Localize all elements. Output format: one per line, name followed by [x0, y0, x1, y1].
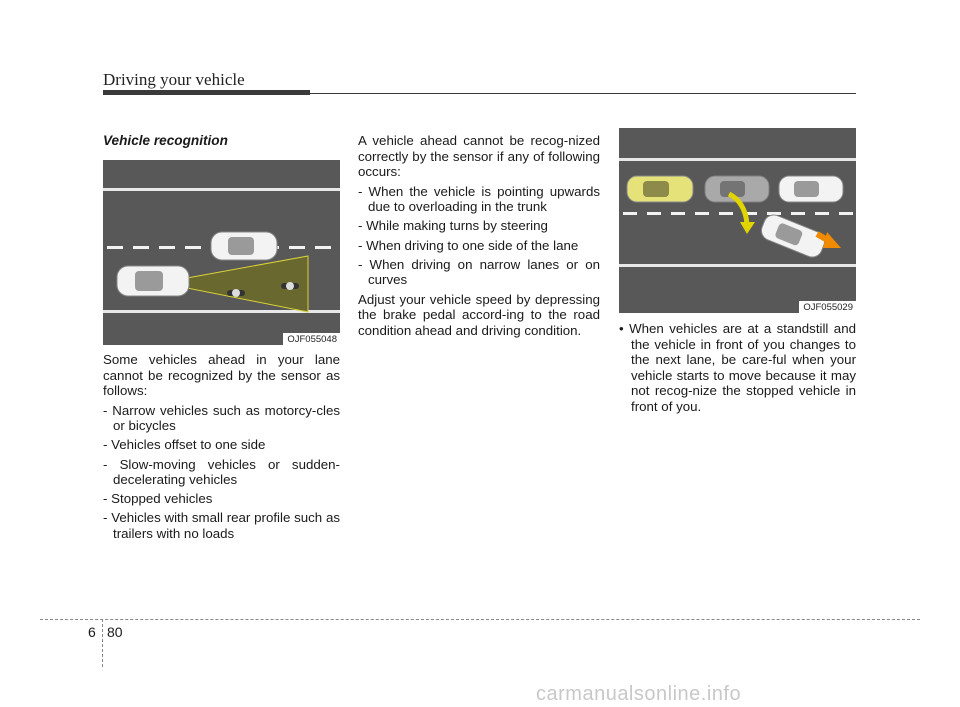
- middle-list: [358, 184, 600, 288]
- list-item: • When vehicles are at a standstill and the vehicle in front of you changes to the next lane, be care-ful when your vehicle starts to move because it may not recog-nize the stopped vehicle in front of you.: [619, 321, 856, 415]
- footer-divider: [40, 619, 920, 620]
- road-illustration-2: [619, 128, 856, 313]
- list-item: - When the vehicle is pointing upwards due to overloading in the trunk: [358, 184, 600, 215]
- header-rule-thin: [310, 93, 856, 94]
- road-illustration-1: [103, 160, 340, 345]
- car-own-icon: [117, 266, 189, 296]
- middle-column-text: [358, 133, 600, 343]
- section-heading: Vehicle recognition: [103, 133, 228, 148]
- middle-intro: A vehicle ahead cannot be recog-nized correctly by the sensor if any of following occurs:: [358, 133, 600, 180]
- list-item: - When driving to one side of the lane: [358, 238, 600, 254]
- list-item: - Vehicles offset to one side: [103, 437, 340, 453]
- left-heading-wrap: [103, 133, 340, 162]
- list-item: - When driving on narrow lanes or on curves: [358, 257, 600, 288]
- list-item: - Slow-moving vehicles or sudden-decelerating vehicles: [103, 457, 340, 488]
- left-list: [103, 403, 340, 542]
- list-item: - Stopped vehicles: [103, 491, 340, 507]
- middle-outro: Adjust your vehicle speed by depressing the brake pedal accord-ing to the road condition ahead and driving condition.: [358, 291, 600, 339]
- header-title: Driving your vehicle: [103, 70, 245, 89]
- left-intro: Some vehicles ahead in your lane cannot be recognized by the sensor as follows:: [103, 352, 340, 399]
- footer-vertical-divider: [102, 619, 103, 667]
- list-item: - Narrow vehicles such as motorcy-cles or bicycles: [103, 403, 340, 434]
- left-column-text: [103, 352, 340, 546]
- right-list: [619, 321, 856, 415]
- section-number: 6: [88, 624, 96, 640]
- right-column-text: [619, 321, 856, 419]
- car-own-yellow-icon: [627, 176, 693, 202]
- watermark: carmanualsonline.info: [536, 683, 742, 705]
- figure-code: OJF055029: [799, 301, 856, 313]
- list-item: - Vehicles with small rear profile such as trailers with no loads: [103, 510, 340, 541]
- list-item: - While making turns by steering: [358, 218, 600, 234]
- figure-code: OJF055048: [283, 333, 340, 345]
- page-number: 80: [107, 624, 123, 640]
- car-stopped-icon: [779, 176, 843, 202]
- car-front-icon: [211, 232, 277, 260]
- figure-lane-change: [619, 128, 856, 313]
- figure-vehicle-recognition: [103, 160, 340, 345]
- header-rule-thick: [103, 90, 310, 95]
